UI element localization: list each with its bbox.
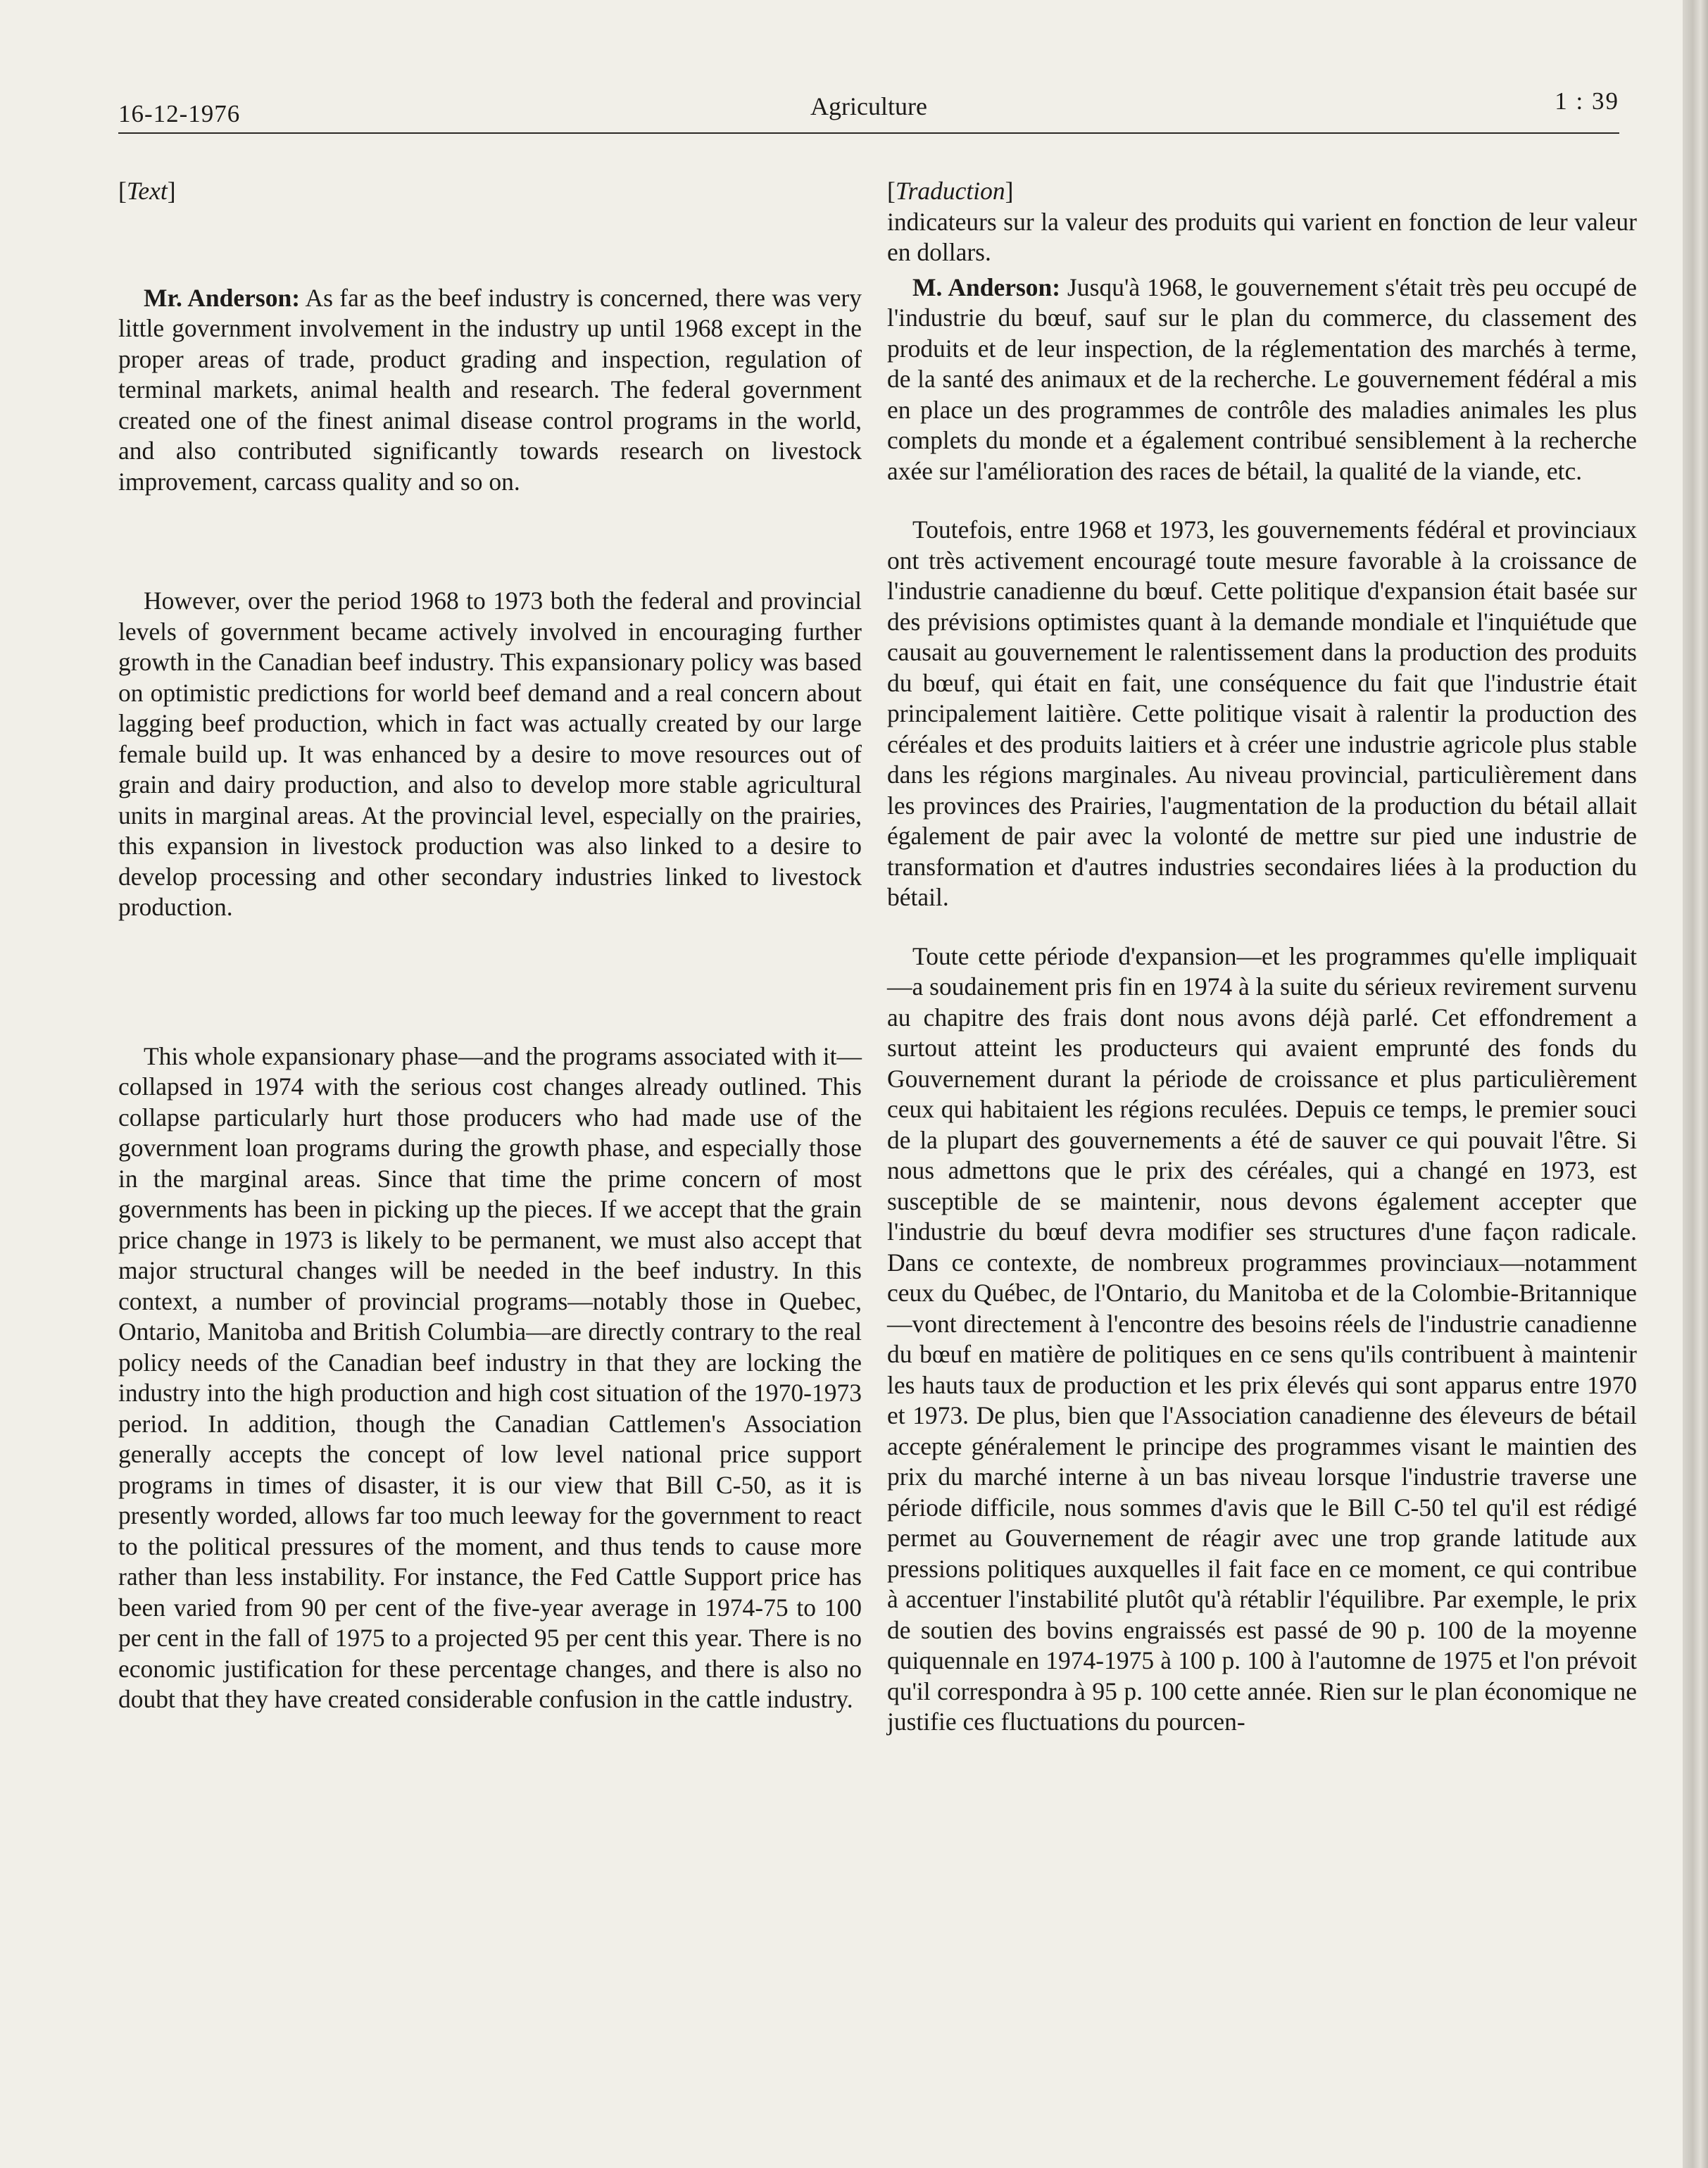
french-paragraph-3: Toute cette période d'expansion—et les programmes qu'elle impliquait—a soudainement pris fin en 1974 à la suite du sérieux revirement survenu au chapitre des frais dont nous avons déjà parlé. Cet effondrement a surtout atteint les producteurs qui avaient emprunté des fonds du Gouvernement durant la période de croissance et plus particulièrement ceux qui habitaient les régions reculées. Depuis ce temps, le premier souci de la plupart des gouvernements a été de sauver ce qui pouvait l'être. Si nous admettons que le prix des céréales, qui a changé en 1973, est susceptible de se maintenir, nous devons également accepter que l'industrie du bœuf devra modifier ses structures d'une façon radicale. Dans ce contexte, de nombreux programmes provinciaux—notamment ceux du Québec, de l'Ontario, du Manitoba et de la Colombie-Britannique—vont directement à l'encontre des besoins réels de l'industrie canadienne du bœuf en matière de politiques en ce sens qu'ils contribuent à maintenir les hauts taux de production et les prix élevés qui sont apparus entre 1970 et 1973. De plus, bien que l'Association canadienne des éleveurs de bétail accepte généralement le principe des programmes visant le maintien des prix du marché interne à un bas niveau lorsque l'industrie traverse une période difficile, nous sommes d'avis que le Bill C-50 tel qu'il est rédigé permet au Gouvernement de réagir avec une trop grande latitude aux pressions politiques auxquelles il fait face en ce moment, ce qui contribue à accentuer l'instabilité plutôt qu'à rétablir l'équilibre. Par exemple, le prix de soutien des bovins engraissés est passé de 90 p. 100 de la moyenne quiquennale en 1974-1975 à 100 p. 100 à l'automne de 1975 et l'on prévoit qu'il correspondra à 95 p. 100 cette année. Rien sur le plan économique ne justifie ces fluctuations du pourcen- <box>887 941 1637 1736</box>
french-paragraph-1: M. Anderson: Jusqu'à 1968, le gouvernement s'était très peu occupé de l'industrie du bœuf, sauf sur le plan du commerce, du classement des produits et de leur inspection, de la réglementation des marchés à terme, de la santé des animaux et de la recherche. Le gouvernement fédéral a mis en place un des programmes de contrôle des maladies animales les plus complets du monde et a également contribué sensiblement à la recherche axée sur l'amélioration des races de bétail, la qualité de la viande, etc. <box>887 272 1637 485</box>
english-paragraph-3: This whole expansionary phase—and the programs associated with it—collapsed in 1974 with the serious cost changes already outlined. This collapse particularly hurt those producers who had made use of the government loan programs during the growth phase, and especially those in the marginal areas. Since that time the prime concern of most governments has been in picking up the pieces. If we accept that the grain price change in 1973 is likely to be permanent, we must also accept that major structural changes will be needed in the beef industry. In this context, a number of provincial programs—notably those in Quebec, Ontario, Manitoba and British Columbia—are directly contrary to the real policy needs of the Canadian beef industry in that they are locking the industry into the high production and high cost situation of the 1970-1973 period. In addition, though the Canadian Cattlemen's Association generally accepts the concept of low level national price support programs in times of disaster, it is our view that Bill C-50, as it is presently worded, allows far too much leeway for the government to react to the political pressures of the moment, and thus tends to cause more rather than less instability. For instance, the Fed Cattle Support price has been varied from 90 per cent of the five-year average in 1974-75 to 100 per cent in the fall of 1975 to a projected 95 per cent this year. There is no economic justification for these percentage changes, and there is also no doubt that they have created considerable confusion in the cattle industry. <box>118 1041 862 1713</box>
traduction-label: [Traduction] <box>887 177 1014 205</box>
english-paragraph-2: However, over the period 1968 to 1973 both the federal and provincial levels of government became actively involved in encouraging further growth in the Canadian beef industry. This expansionary policy was based on optimistic predictions for world beef demand and a real concern about lagging beef production, which in fact was actually created by our large female build up. It was enhanced by a desire to move resources out of grain and dairy production, and also to develop more stable agricultural units in marginal areas. At the provincial level, especially on the prairies, this expansion in livestock production was also linked to a desire to develop processing and other secondary industries linked to livestock production. <box>118 587 862 921</box>
english-column <box>118 166 862 1715</box>
text-label: [Text] <box>118 177 176 205</box>
french-paragraph-2: Toutefois, entre 1968 et 1973, les gouvernements fédéral et provinciaux ont très activement encouragé toute mesure favorable à la croissance de l'industrie canadienne du bœuf. Cette politique d'expansion était basée sur des prévisions optimistes quant à la demande mondiale et l'inquiétude que causait au gouvernement le ralentissement dans la production des produits du bœuf, qui était en fait, une conséquence du fait que l'industrie était principalement laitière. Cette politique visait à ralentir la production des céréales et des produits laitiers et à créer une industrie agricole plus stable dans les régions marginales. Au niveau provincial, particulièrement dans les provinces des Prairies, l'augmentation de la production du bétail allait également de pair avec la volonté de mettre sur pied une industrie de transformation et d'autres industries secondaires liées à la production du bétail. <box>887 515 1637 911</box>
header-page-number: 1 : 39 <box>1555 87 1619 115</box>
french-column <box>887 166 1637 1738</box>
page-edge <box>1683 0 1708 2168</box>
header-date: 16-12-1976 <box>118 100 241 127</box>
speaker-name-fr: M. Anderson: <box>912 272 1061 301</box>
speaker-name: Mr. Anderson: <box>144 283 301 312</box>
page-header <box>118 83 1619 134</box>
english-paragraph-1: Mr. Anderson: As far as the beef industry is concerned, there was very little government involvement in the industry up until 1968 except in the proper areas of trade, product grading and inspection, regulation of terminal markets, animal health and research. The federal government created one of the finest animal disease control programs in the world, and also contributed significantly towards research on livestock improvement, carcass quality and so on. <box>118 283 862 496</box>
french-paragraph-0: indicateurs sur la valeur des produits qui varient en fonction de leur valeur en dollars. <box>887 207 1637 266</box>
header-title: Agriculture <box>810 92 927 120</box>
